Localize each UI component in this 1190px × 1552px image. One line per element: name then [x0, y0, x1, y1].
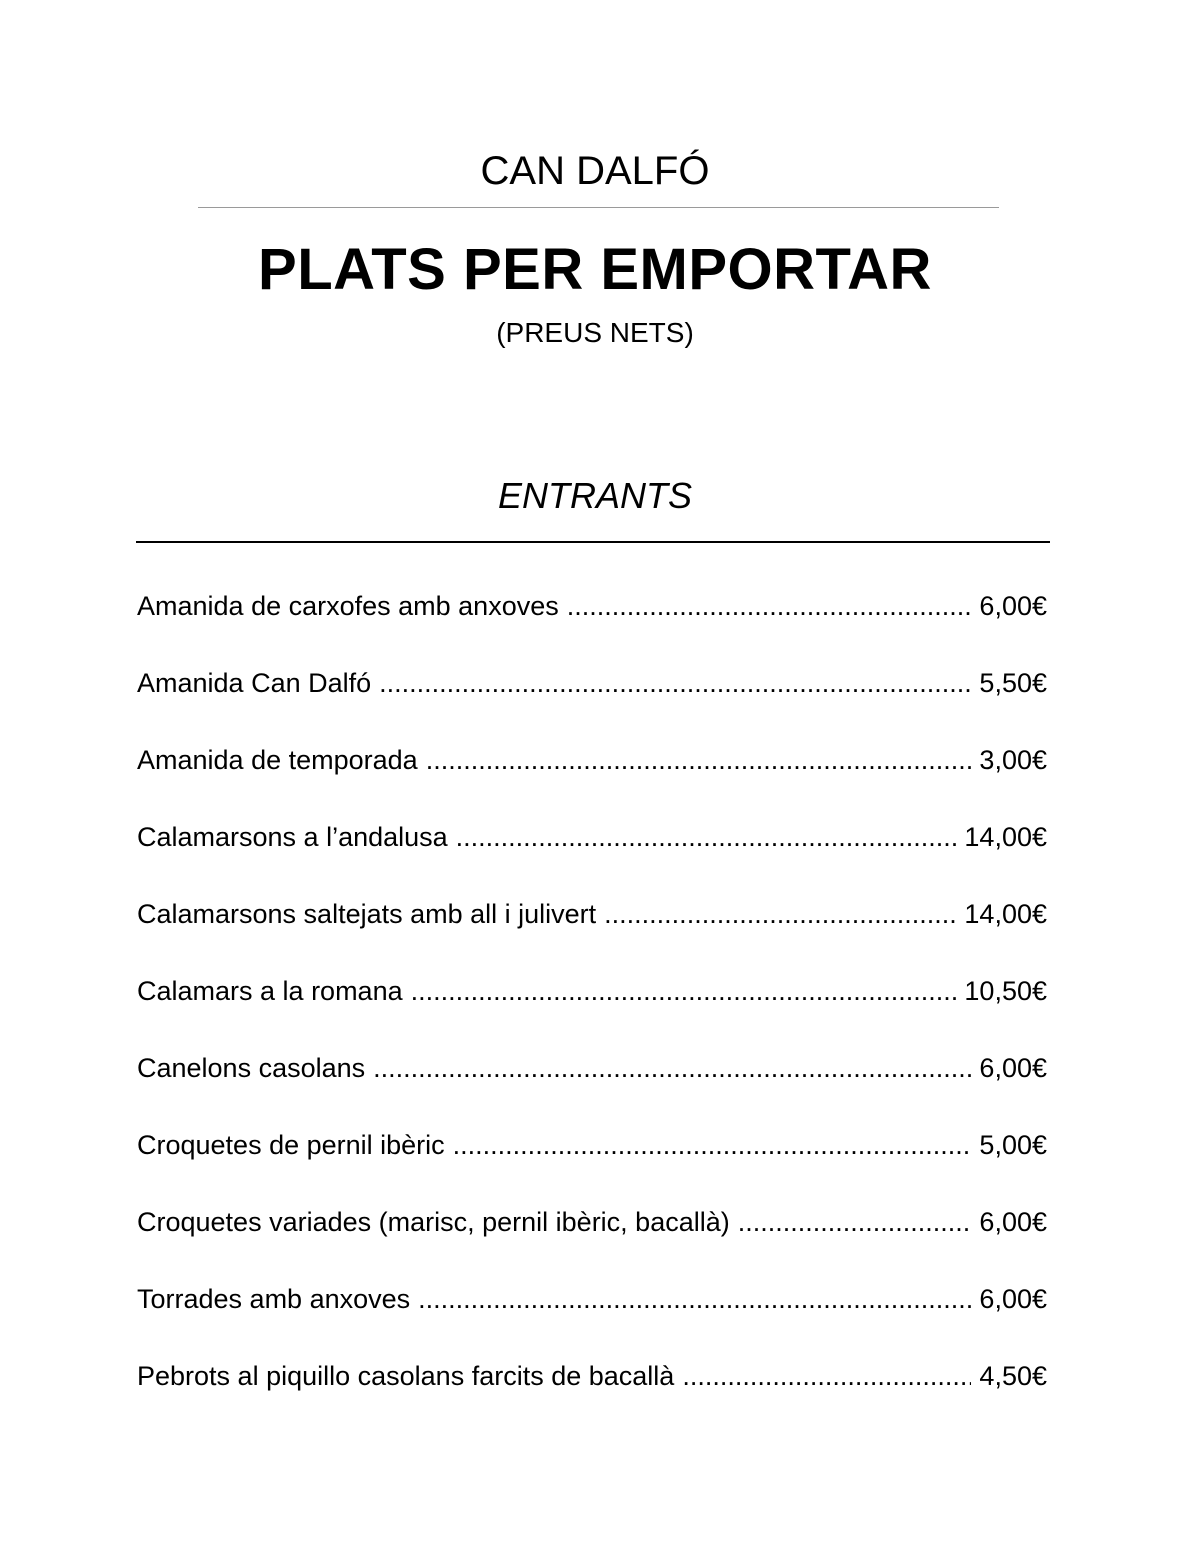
menu-item	[137, 1279, 1047, 1356]
menu-item	[137, 1048, 1047, 1125]
dot-leader	[418, 1279, 971, 1319]
menu-item-price: 14,00€	[964, 899, 1047, 929]
menu-item-price: 14,00€	[964, 822, 1047, 852]
menu-item-name: Amanida de temporada	[137, 745, 418, 775]
dot-leader	[426, 740, 972, 780]
menu-item-name: Croquetes de pernil ibèric	[137, 1130, 445, 1160]
menu-item-name: Amanida Can Dalfó	[137, 668, 372, 698]
restaurant-name: CAN DALFÓ	[480, 149, 710, 193]
dot-leader	[379, 663, 971, 703]
section-divider	[136, 541, 1050, 543]
menu-item-price: 3,00€	[979, 745, 1047, 775]
dot-leader	[373, 1048, 971, 1088]
menu-item	[137, 740, 1047, 817]
menu-item-name: Calamarsons saltejats amb all i julivert	[137, 899, 597, 929]
menu-item	[137, 663, 1047, 740]
menu-item	[137, 971, 1047, 1048]
dot-leader	[453, 1125, 972, 1165]
menu-item-name: Pebrots al piquillo casolans farcits de bacallà	[137, 1361, 675, 1391]
menu-item-price: 5,50€	[979, 668, 1047, 698]
dot-leader	[682, 1356, 971, 1396]
dot-leader	[738, 1202, 972, 1242]
menu-item-price: 6,00€	[979, 1207, 1047, 1237]
menu-item-price: 6,00€	[979, 1284, 1047, 1314]
menu-item-name: Croquetes variades (marisc, pernil ibèric, bacallà)	[137, 1207, 730, 1237]
menu-item-list	[137, 586, 1047, 1433]
menu-item	[137, 1356, 1047, 1433]
menu-item-price: 5,00€	[979, 1130, 1047, 1160]
menu-title: PLATS PER EMPORTAR	[258, 237, 932, 302]
menu-item-name: Calamars a la romana	[137, 976, 403, 1006]
menu-item-price: 4,50€	[979, 1361, 1047, 1391]
dot-leader	[411, 971, 957, 1011]
menu-item	[137, 586, 1047, 663]
dot-leader	[604, 894, 956, 934]
dot-leader	[456, 817, 957, 857]
menu-item-price: 6,00€	[979, 1053, 1047, 1083]
dot-leader	[567, 586, 972, 626]
menu-item-name: Canelons casolans	[137, 1053, 366, 1083]
menu-item	[137, 1125, 1047, 1202]
menu-item-name: Calamarsons a l’andalusa	[137, 822, 448, 852]
menu-item-price: 10,50€	[964, 976, 1047, 1006]
menu-item	[137, 894, 1047, 971]
menu-item	[137, 817, 1047, 894]
menu-item-name: Torrades amb anxoves	[137, 1284, 411, 1314]
menu-item	[137, 1202, 1047, 1279]
section-title: ENTRANTS	[497, 475, 692, 516]
menu-item-name: Amanida de carxofes amb anxoves	[137, 591, 559, 621]
header-divider	[198, 207, 999, 208]
menu-subtitle: (PREUS NETS)	[496, 317, 694, 348]
menu-item-price: 6,00€	[979, 591, 1047, 621]
